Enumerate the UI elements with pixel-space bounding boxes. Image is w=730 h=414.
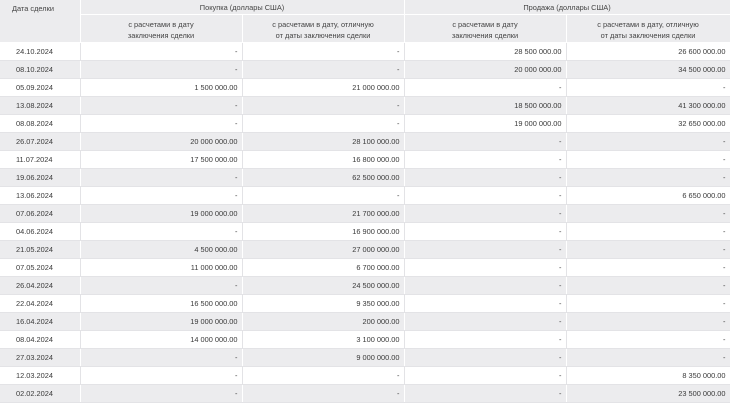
sale-other-date-cell: 23 500 000.00 xyxy=(566,384,730,402)
date-cell: 05.09.2024 xyxy=(0,78,80,96)
date-cell: 12.03.2024 xyxy=(0,366,80,384)
purchase-same-date-header xyxy=(80,14,242,42)
date-cell: 21.05.2024 xyxy=(0,240,80,258)
purchase-same-date-cell: - xyxy=(80,168,242,186)
date-cell: 22.04.2024 xyxy=(0,294,80,312)
sale-other-date-cell: - xyxy=(566,330,730,348)
purchase-same-date-cell: - xyxy=(80,222,242,240)
purchase-same-date-cell: - xyxy=(80,276,242,294)
header-line: заключения сделки xyxy=(451,30,519,40)
table-row xyxy=(0,276,730,294)
sale-other-date-cell: - xyxy=(566,222,730,240)
purchase-same-date-cell: - xyxy=(80,186,242,204)
table-row xyxy=(0,294,730,312)
sale-other-date-cell: - xyxy=(566,78,730,96)
table-row xyxy=(0,96,730,114)
date-cell: 02.02.2024 xyxy=(0,384,80,402)
date-cell: 08.08.2024 xyxy=(0,114,80,132)
table-row xyxy=(0,348,730,366)
date-cell: 07.06.2024 xyxy=(0,204,80,222)
sale-other-date-cell: - xyxy=(566,132,730,150)
sale-same-date-cell: - xyxy=(404,366,566,384)
sale-same-date-cell: 20 000 000.00 xyxy=(404,60,566,78)
purchase-other-date-cell: - xyxy=(242,114,404,132)
purchase-other-date-cell: 27 000 000.00 xyxy=(242,240,404,258)
sale-other-date-cell: 8 350 000.00 xyxy=(566,366,730,384)
date-cell: 13.08.2024 xyxy=(0,96,80,114)
date-cell: 19.06.2024 xyxy=(0,168,80,186)
date-cell: 07.05.2024 xyxy=(0,258,80,276)
date-cell: 04.06.2024 xyxy=(0,222,80,240)
purchase-same-date-cell: 20 000 000.00 xyxy=(80,132,242,150)
sale-same-date-cell: 28 500 000.00 xyxy=(404,42,566,60)
table-row xyxy=(0,78,730,96)
purchase-other-date-cell: - xyxy=(242,366,404,384)
date-cell: 24.10.2024 xyxy=(0,42,80,60)
purchase-other-date-cell: 16 800 000.00 xyxy=(242,150,404,168)
sale-other-date-cell: 6 650 000.00 xyxy=(566,186,730,204)
purchase-same-date-cell: 14 000 000.00 xyxy=(80,330,242,348)
purchase-other-date-cell: - xyxy=(242,42,404,60)
sale-other-date-cell: - xyxy=(566,168,730,186)
purchase-same-date-cell: 1 500 000.00 xyxy=(80,78,242,96)
sale-same-date-cell: 18 500 000.00 xyxy=(404,96,566,114)
sale-same-date-cell: - xyxy=(404,258,566,276)
table-row xyxy=(0,312,730,330)
purchase-other-date-cell: - xyxy=(242,384,404,402)
purchase-other-date-cell: - xyxy=(242,60,404,78)
date-column-header: Дата сделки xyxy=(0,0,80,42)
table-row xyxy=(0,258,730,276)
purchase-other-date-header xyxy=(242,14,404,42)
header-line: с расчетами в дату, отличную xyxy=(272,19,374,29)
purchase-other-date-cell: 21 700 000.00 xyxy=(242,204,404,222)
purchase-same-date-cell: 19 000 000.00 xyxy=(80,204,242,222)
purchase-same-date-cell: 16 500 000.00 xyxy=(80,294,242,312)
sale-other-date-header xyxy=(566,14,730,42)
purchase-same-date-cell: - xyxy=(80,366,242,384)
sale-same-date-cell: - xyxy=(404,186,566,204)
sale-same-date-cell: - xyxy=(404,78,566,96)
table-row xyxy=(0,240,730,258)
date-cell: 11.07.2024 xyxy=(0,150,80,168)
purchase-other-date-cell: 62 500 000.00 xyxy=(242,168,404,186)
purchase-same-date-cell: 11 000 000.00 xyxy=(80,258,242,276)
purchase-other-date-cell: 6 700 000.00 xyxy=(242,258,404,276)
purchase-same-date-cell: - xyxy=(80,384,242,402)
table-row xyxy=(0,114,730,132)
purchase-other-date-cell: 9 000 000.00 xyxy=(242,348,404,366)
table-row xyxy=(0,42,730,60)
sale-same-date-cell: - xyxy=(404,132,566,150)
table-body xyxy=(0,42,730,402)
sale-same-date-cell: - xyxy=(404,168,566,186)
purchase-group-header: Покупка (доллары США) xyxy=(80,0,404,14)
sale-same-date-cell: - xyxy=(404,384,566,402)
table-row xyxy=(0,186,730,204)
purchase-other-date-cell: 200 000.00 xyxy=(242,312,404,330)
table-row xyxy=(0,60,730,78)
table-row xyxy=(0,204,730,222)
sale-group-header: Продажа (доллары США) xyxy=(404,0,730,14)
table-row xyxy=(0,168,730,186)
sale-other-date-cell: - xyxy=(566,348,730,366)
purchase-same-date-cell: - xyxy=(80,348,242,366)
date-cell: 26.07.2024 xyxy=(0,132,80,150)
purchase-other-date-cell: 3 100 000.00 xyxy=(242,330,404,348)
purchase-other-date-cell: 9 350 000.00 xyxy=(242,294,404,312)
date-cell: 13.06.2024 xyxy=(0,186,80,204)
sale-same-date-cell: - xyxy=(404,276,566,294)
table-row xyxy=(0,330,730,348)
sale-same-date-cell: - xyxy=(404,294,566,312)
table-row xyxy=(0,150,730,168)
purchase-same-date-cell: 19 000 000.00 xyxy=(80,312,242,330)
sale-other-date-cell: - xyxy=(566,258,730,276)
date-cell: 27.03.2024 xyxy=(0,348,80,366)
header-line: заключения сделки xyxy=(127,30,195,40)
sale-same-date-cell: - xyxy=(404,222,566,240)
purchase-same-date-cell: 4 500 000.00 xyxy=(80,240,242,258)
sale-same-date-cell: - xyxy=(404,204,566,222)
table-row xyxy=(0,384,730,402)
purchase-same-date-cell: - xyxy=(80,42,242,60)
sale-other-date-cell: 34 500 000.00 xyxy=(566,60,730,78)
table-row xyxy=(0,222,730,240)
purchase-same-date-cell: - xyxy=(80,114,242,132)
sale-other-date-cell: 26 600 000.00 xyxy=(566,42,730,60)
purchase-other-date-cell: 24 500 000.00 xyxy=(242,276,404,294)
sale-same-date-cell: - xyxy=(404,150,566,168)
sale-other-date-cell: - xyxy=(566,312,730,330)
sale-other-date-cell: - xyxy=(566,294,730,312)
header-line: с расчетами в дату xyxy=(452,19,518,29)
sale-other-date-cell: - xyxy=(566,276,730,294)
sale-other-date-cell: - xyxy=(566,204,730,222)
sale-same-date-cell: 19 000 000.00 xyxy=(404,114,566,132)
sale-other-date-cell: - xyxy=(566,240,730,258)
purchase-other-date-cell: 28 100 000.00 xyxy=(242,132,404,150)
purchase-same-date-cell: - xyxy=(80,60,242,78)
date-cell: 26.04.2024 xyxy=(0,276,80,294)
purchase-other-date-cell: - xyxy=(242,186,404,204)
date-cell: 16.04.2024 xyxy=(0,312,80,330)
header-line: с расчетами в дату, отличную xyxy=(597,19,699,29)
sale-other-date-cell: 41 300 000.00 xyxy=(566,96,730,114)
date-cell: 08.04.2024 xyxy=(0,330,80,348)
sale-other-date-cell: - xyxy=(566,150,730,168)
sale-same-date-cell: - xyxy=(404,312,566,330)
header-line: от даты заключения сделки xyxy=(275,30,371,40)
sale-same-date-cell: - xyxy=(404,330,566,348)
table-header xyxy=(0,0,730,42)
table-row xyxy=(0,132,730,150)
purchase-other-date-cell: - xyxy=(242,96,404,114)
purchase-other-date-cell: 16 900 000.00 xyxy=(242,222,404,240)
purchase-same-date-cell: - xyxy=(80,96,242,114)
sale-same-date-cell: - xyxy=(404,240,566,258)
sale-other-date-cell: 32 650 000.00 xyxy=(566,114,730,132)
sale-same-date-cell: - xyxy=(404,348,566,366)
header-line: с расчетами в дату xyxy=(128,19,194,29)
purchase-same-date-cell: 17 500 000.00 xyxy=(80,150,242,168)
purchase-other-date-cell: 21 000 000.00 xyxy=(242,78,404,96)
date-cell: 08.10.2024 xyxy=(0,60,80,78)
sale-same-date-header xyxy=(404,14,566,42)
header-line: от даты заключения сделки xyxy=(600,30,696,40)
table-row xyxy=(0,366,730,384)
